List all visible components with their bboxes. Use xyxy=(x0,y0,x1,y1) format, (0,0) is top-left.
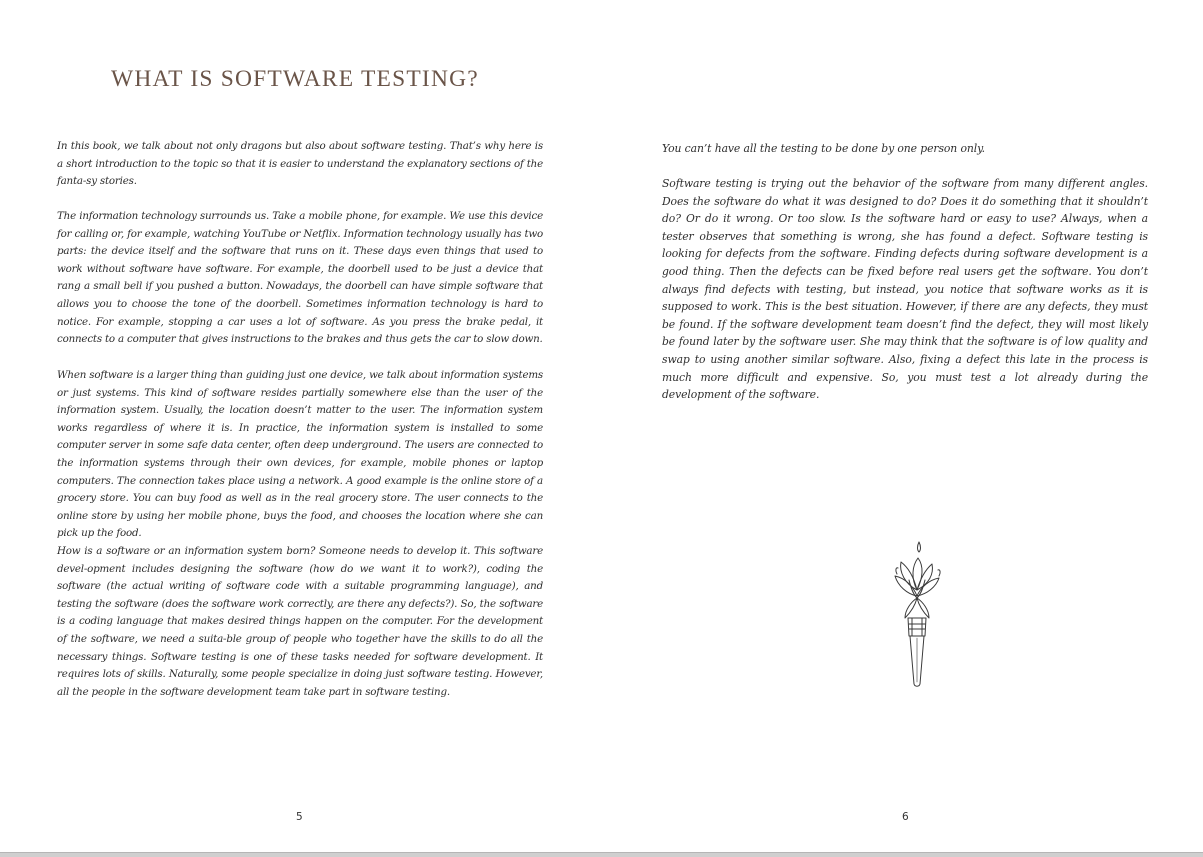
left-page xyxy=(0,0,601,852)
torch-icon xyxy=(887,538,947,690)
page-number: 6 xyxy=(902,811,909,823)
paragraph: The information technology surrounds us. Take a mobile phone, for example. We use this device for calling or, for example, watching YouTube or Netflix. Information technology usually has two parts: the device itself and the software that runs on it. These days even things that used to work without software have software. For example, the doorbell used to be just a device that rang a small bell if you pushed a button. Nowadays, the doorbell can have simple software that allows you to choose the tone of the doorbell. Sometimes information technology is hard to notice. For example, stopping a car uses a lot of software. As you press the brake pedal, it connects to a computer that gives instructions to the brakes and thus gets the car to slow down. xyxy=(57,210,543,346)
page-title: WHAT IS SOFTWARE TESTING? xyxy=(111,66,479,92)
paragraph: In this book, we talk about not only dragons but also about software testing. That’s why here is a short introduction to the topic so that it is easier to understand the explanatory sections of the fanta-sy stories. xyxy=(57,140,543,188)
paragraph: You can’t have all the testing to be done by one person only. xyxy=(662,142,985,155)
right-page xyxy=(601,0,1203,852)
paragraph: Software testing is trying out the behavior of the software from many different angles. Does the software do what it was designed to do? Does it do something that it shouldn’t do? Or do it wrong. Or too slow. Is the software hard or easy to use? Always, when a tester observes that something is wrong, she has found a defect. Software testing is looking for defects from the software. Finding defects during software development is a good thing. Then the defects can be fixed before real users get the software. You don’t always find defects with testing, but instead, you notice that software works as it is supposed to work. This is the best situation. However, if there are any defects, they must be found. If the software development team doesn’t find the defect, they will most likely be found later by the software user. She may think that the software is of low quality and swap to using another similar software. Also, fixing a defect this late in the process is much more difficult and expensive. So, you must test a lot already during the development of the software. xyxy=(662,177,1148,402)
paragraph: How is a software or an information system born? Someone needs to develop it. This software devel-opment includes designing the software (how do we want it to work?), coding the software (the actual writing of software code with a suitable programming language), and testing the software (does the software work correctly, are there any defects?). So, the software is a coding language that makes desired things happen on the computer. For the development of the software, we need a suita-ble group of people who together have the skills to do all the necessary things. Software testing is one of these tasks needed for software development. It requires lots of skills. Naturally, some people specialize in doing just software testing. However, all the people in the software development team take part in software testing. xyxy=(57,545,543,698)
viewer-scrollbar[interactable] xyxy=(0,852,1203,857)
paragraph: When software is a larger thing than guiding just one device, we talk about information systems or just systems. This kind of software resides partially somewhere else than the user of the information system. Usually, the location doesn’t matter to the user. The information system works regardless of where it is. In practice, the information system is installed to some computer server in some safe data center, often deep underground. The users are connected to the information systems through their own devices, for example, mobile phones or laptop computers. The connection takes place using a network. A good example is the online store of a grocery store. You can buy food as well as in the real grocery store. The user connects to the online store by using her mobile phone, buys the food, and chooses the location where she can pick up the food. xyxy=(57,369,543,540)
page-number: 5 xyxy=(296,811,303,823)
